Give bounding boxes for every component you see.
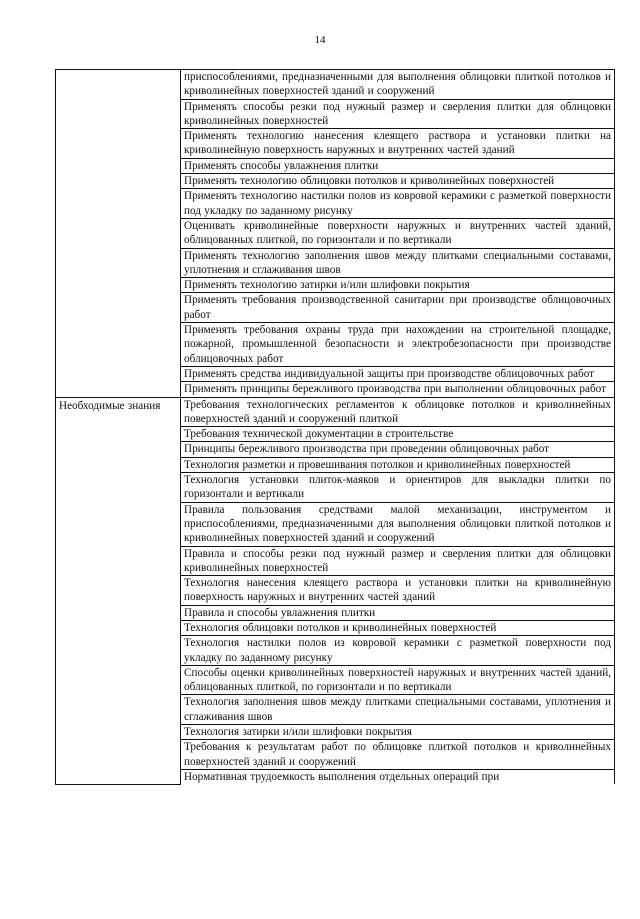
requirement-item: Применять требования охраны труда при нахождении на строительной площадке, пожарной, промышленной безопасности и электробезопасности при производстве облицовочных работ	[181, 323, 615, 367]
requirement-item: Технология затирки и/или шлифовки покрытия	[181, 725, 615, 740]
requirement-item: Технология установки плиток-маяков и ориентиров для выкладки плитки по горизонтали и вертикали	[181, 473, 615, 503]
section-label: Необходимые знания	[56, 397, 181, 784]
requirement-item: Технология настилки полов из ковровой керамики с разметкой поверхности под укладку по заданному рисунку	[181, 636, 615, 666]
requirement-item: Способы оценки криволинейных поверхностей наружных и внутренних частей зданий, облицованных плиткой, по горизонтали и по вертикали	[181, 665, 615, 695]
requirement-item: Правила и способы резки под нужный размер и сверления плитки для облицовки криволинейных поверхностей	[181, 546, 615, 576]
requirement-item: Требования технологических регламентов к облицовке потолков и криволинейных поверхностей зданий и сооружений плиткой	[181, 397, 615, 427]
requirement-item: Правила и способы увлажнения плитки	[181, 605, 615, 620]
skills-knowledge-table	[55, 69, 615, 785]
requirement-item: Применять требования производственной санитарии при производстве облицовочных работ	[181, 293, 615, 323]
requirement-item: Применять технологию затирки и/или шлифовки покрытия	[181, 278, 615, 293]
requirement-item: Требования к результатам работ по облицовке плиткой потолков и криволинейных поверхностей зданий и сооружений	[181, 740, 615, 770]
requirement-item: Применять технологию заполнения швов между плитками специальными составами, уплотнения и сглаживания швов	[181, 248, 615, 278]
requirement-item: Технология разметки и провешивания потолков и криволинейных поверхностей	[181, 457, 615, 472]
requirement-item: Правила пользования средствами малой механизации, инструментом и приспособлениями, предназначенными для выполнения облицовки плиткой потолков и криволинейных поверхностей зданий и сооружений	[181, 502, 615, 546]
requirement-item: Применять средства индивидуальной защиты при производстве облицовочных работ	[181, 366, 615, 381]
requirement-item: Нормативная трудоемкость выполнения отдельных операций при	[181, 769, 615, 784]
requirement-item: Применять технологию настилки полов из ковровой керамики с разметкой поверхности под укладку по заданному рисунку	[181, 189, 615, 219]
page-number: 14	[314, 34, 326, 46]
table-row	[56, 397, 615, 427]
requirement-item: приспособлениями, предназначенными для выполнения облицовки плиткой потолков и криволинейных поверхностей зданий и сооружений	[181, 70, 615, 100]
requirement-item: Технология нанесения клеящего раствора и установки плитки на криволинейную поверхность наружных и внутренних частей зданий	[181, 576, 615, 606]
requirement-item: Технология облицовки потолков и криволинейных поверхностей	[181, 620, 615, 635]
requirement-item: Применять технологию нанесения клеящего раствора и установки плитки на криволинейную поверхность наружных и внутренних частей зданий	[181, 129, 615, 159]
requirement-item: Применять принципы бережливого производства при выполнении облицовочных работ	[181, 382, 615, 397]
requirement-item: Применять способы резки под нужный размер и сверления плитки для облицовки криволинейных поверхностей	[181, 99, 615, 129]
table-row	[56, 70, 615, 100]
requirement-item: Технология заполнения швов между плитками специальными составами, уплотнения и сглаживания швов	[181, 695, 615, 725]
requirement-item: Оценивать криволинейные поверхности наружных и внутренних частей зданий, облицованных плиткой, по горизонтали и по вертикали	[181, 218, 615, 248]
requirement-item: Применять способы увлажнения плитки	[181, 158, 615, 173]
requirement-item: Применять технологию облицовки потолков и криволинейных поверхностей	[181, 174, 615, 189]
section-label-empty	[56, 70, 181, 398]
requirement-item: Принципы бережливого производства при проведении облицовочных работ	[181, 442, 615, 457]
requirement-item: Требования технической документации в строительстве	[181, 427, 615, 442]
